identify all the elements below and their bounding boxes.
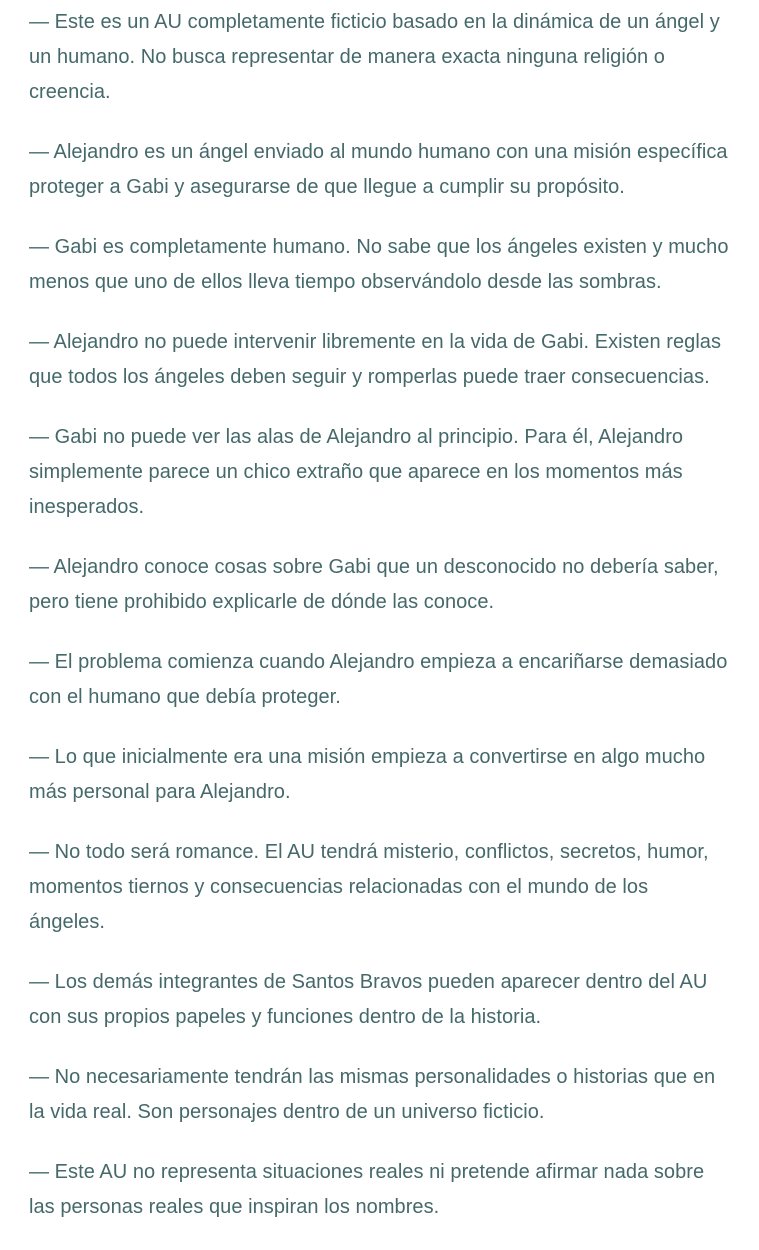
paragraph-8: — Lo que inicialmente era una misión empieza a convertirse en algo mucho más personal para Alejandro. bbox=[29, 746, 706, 803]
paragraph-3: — Gabi es completamente humano. No sabe que los ángeles existen y mucho menos que uno de ellos lleva tiempo observándolo desde las sombras. bbox=[29, 236, 729, 293]
paragraph-10: — Los demás integrantes de Santos Bravos pueden aparecer dentro del AU con sus propios papeles y funciones dentro de la historia. bbox=[29, 971, 708, 1028]
paragraph-6: — Alejandro conoce cosas sobre Gabi que un desconocido no debería saber, pero tiene prohibido explicarle de dónde las conoce. bbox=[29, 556, 719, 613]
paragraph-11: — No necesariamente tendrán las mismas personalidades o historias que en la vida real. Son personajes dentro de un universo ficticio. bbox=[29, 1066, 716, 1123]
paragraph-9: — No todo será romance. El AU tendrá misterio, conflictos, secretos, humor, momentos tiernos y consecuencias relacionadas con el mundo de los ángeles. bbox=[29, 841, 709, 933]
paragraph-1: — Este es un AU completamente ficticio basado en la dinámica de un ángel y un humano. No busca representar de manera exacta ninguna religión o creencia. bbox=[29, 11, 720, 103]
paragraph-7: — El problema comienza cuando Alejandro empieza a encariñarse demasiado con el humano que debía proteger. bbox=[29, 651, 728, 708]
paragraph-2: — Alejandro es un ángel enviado al mundo humano con una misión específica proteger a Gabi y asegurarse de que llegue a cumplir su propósito. bbox=[29, 141, 728, 198]
paragraph-4: — Alejandro no puede intervenir libremente en la vida de Gabi. Existen reglas que todos los ángeles deben seguir y romperlas puede traer consecuencias. bbox=[29, 331, 722, 388]
paragraph-12: — Este AU no representa situaciones reales ni pretende afirmar nada sobre las personas reales que inspiran los nombres. bbox=[29, 1161, 705, 1218]
document-body bbox=[29, 5, 729, 1250]
paragraph-5: — Gabi no puede ver las alas de Alejandro al principio. Para él, Alejandro simplemente parece un chico extraño que aparece en los momentos más inesperados. bbox=[29, 426, 684, 518]
